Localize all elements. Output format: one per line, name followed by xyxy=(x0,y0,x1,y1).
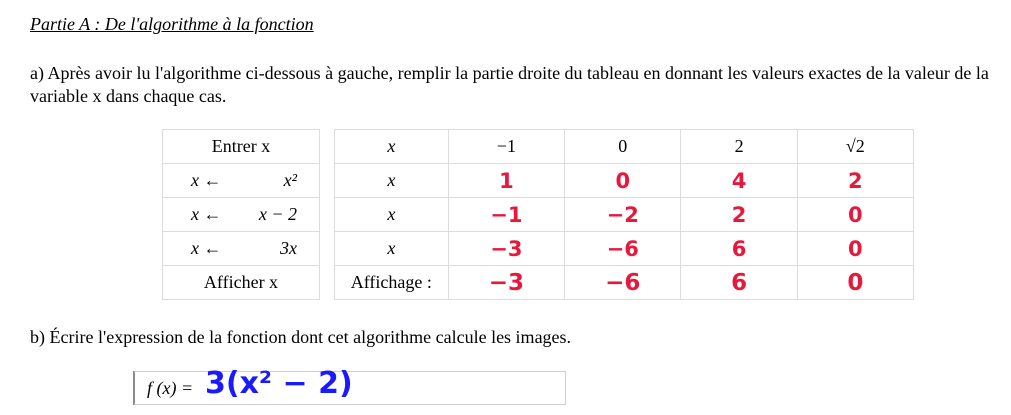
handwritten-value: 4 xyxy=(681,164,797,198)
handwritten-value: −3 xyxy=(448,232,564,266)
answer-field[interactable] xyxy=(133,366,566,405)
input-value: −1 xyxy=(448,130,564,164)
handwritten-value: 6 xyxy=(681,232,797,266)
input-value: 0 xyxy=(565,130,681,164)
row-label: x xyxy=(335,164,449,198)
section-title: Partie A : De l'algorithme à la fonction xyxy=(30,14,314,34)
handwritten-value: 1 xyxy=(448,164,564,198)
values-table xyxy=(334,129,914,300)
question-b: b) Écrire l'expression de la fonction dont cet algorithme calcule les images. xyxy=(30,327,572,347)
algo-output-step: Afficher x xyxy=(163,266,320,300)
handwritten-value: 0 xyxy=(797,266,913,300)
handwritten-value: 0 xyxy=(565,164,681,198)
handwritten-value: −6 xyxy=(565,266,681,300)
row-label: x xyxy=(335,232,449,266)
algo-step-right: x² xyxy=(283,170,297,190)
handwritten-value: 6 xyxy=(681,266,797,300)
handwritten-value: 0 xyxy=(797,198,913,232)
handwritten-value: −3 xyxy=(448,266,564,300)
algo-step-left: x ← xyxy=(191,238,222,258)
handwritten-value: 2 xyxy=(681,198,797,232)
handwritten-value: −2 xyxy=(565,198,681,232)
input-value: √2 xyxy=(797,130,913,164)
algo-step-left: x ← xyxy=(191,204,222,224)
row-label: Affichage : xyxy=(335,266,449,300)
row-label: x xyxy=(335,198,449,232)
algorithm-table xyxy=(162,129,320,300)
handwritten-answer: 3(x² − 2) xyxy=(205,366,353,401)
algo-step-minus2 xyxy=(163,198,320,232)
handwritten-value: 2 xyxy=(797,164,913,198)
algo-step-square xyxy=(163,164,320,198)
answer-label: f (x) = xyxy=(147,378,194,398)
handwritten-value: 0 xyxy=(797,232,913,266)
algo-step-right: x − 2 xyxy=(258,204,297,224)
algo-input-step: Entrer x xyxy=(163,130,320,164)
handwritten-value: −6 xyxy=(565,232,681,266)
values-header-label: x xyxy=(335,130,449,164)
algo-step-right: 3x xyxy=(280,238,297,258)
question-a: a) Après avoir lu l'algorithme ci-dessous à gauche, remplir la partie droite du tableau en donnant les valeurs exactes de la valeur de la variable x dans chaque cas. xyxy=(30,63,989,106)
algo-step-left: x ← xyxy=(191,170,222,190)
algo-step-times3 xyxy=(163,232,320,266)
handwritten-value: −1 xyxy=(448,198,564,232)
input-value: 2 xyxy=(681,130,797,164)
